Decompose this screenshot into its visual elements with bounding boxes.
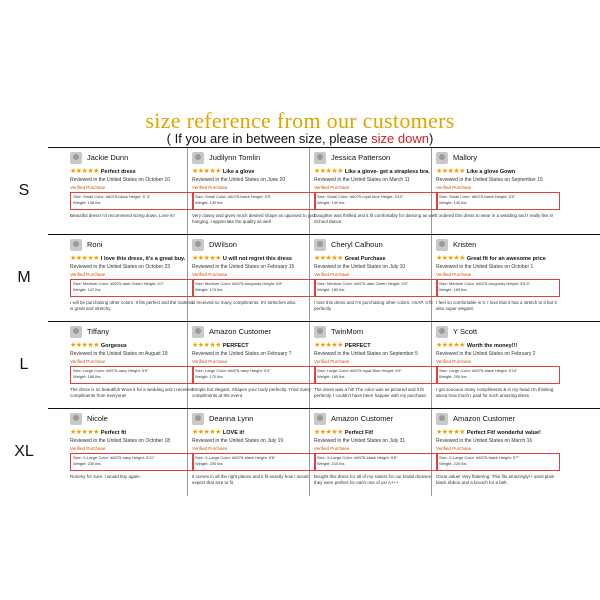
verified-purchase-badge: Verified Purchase	[192, 272, 228, 277]
size-label: M	[17, 269, 31, 286]
rating-line	[70, 167, 194, 177]
avatar-icon	[70, 326, 82, 338]
weight: Weight: 147 lbs	[73, 287, 101, 292]
review-title: Great fit for an awesome price	[466, 256, 546, 262]
avatar-icon	[314, 413, 326, 425]
size-color-height: Size: Small Color: #6075-black Height: 5'5"	[439, 194, 516, 199]
review-text: Beautiful dress! I'd recommend sizing down. Love it!!	[70, 213, 175, 218]
review-text: Very classy and gives much desired shape as opposed to just hanging. I appreciate the quality as well	[192, 213, 315, 224]
size-color-height: Size: Medium Color: #6075-dark Green Height: 5'2"	[73, 281, 165, 286]
review-header	[314, 326, 438, 340]
review-title: LOVE it!	[222, 430, 245, 436]
size-row-s	[18, 147, 600, 235]
size-color-height: Size: Medium Color: #6075-burgundy Height: 5'8"	[195, 281, 283, 286]
star-rating-icon: ★★★★★	[70, 255, 99, 262]
rating-line	[436, 428, 560, 438]
rating-line	[192, 341, 316, 351]
review-date: Reviewed in the United States on October 18	[70, 438, 171, 444]
size-row-l	[19, 321, 600, 409]
review-header	[70, 152, 194, 166]
review-date: Reviewed in the United States on October 23	[70, 264, 171, 270]
subtitle-suffix: )	[428, 131, 434, 146]
review-text: The dress is so beautiful! Wore it for a wedding and I received compliments from everyone!	[70, 387, 194, 398]
rating-line	[314, 167, 438, 177]
review-text: It curves in all the right places and it fit exactly how I would expect that size to fit.	[192, 474, 309, 485]
size-details-box	[70, 192, 194, 210]
star-rating-icon: ★★★★★	[192, 255, 221, 262]
weight: Weight: 220 lbs	[439, 461, 467, 466]
avatar-icon	[436, 239, 448, 251]
review-card	[70, 239, 194, 317]
reviewer-name: Kristen	[453, 240, 477, 249]
size-color-height: Size: Medium Color: #6075-burgundy Height: 5'6.5"	[439, 281, 531, 286]
reviewer-name: Roni	[87, 240, 103, 249]
reviewer-name: Amazon Customer	[209, 327, 272, 336]
review-card	[436, 413, 560, 491]
rating-line	[436, 341, 560, 351]
star-rating-icon: ★★★★★	[436, 429, 465, 436]
size-details-box	[314, 279, 438, 297]
star-rating-icon: ★★★★★	[314, 168, 343, 175]
review-header	[70, 413, 194, 427]
review-text: I will be purchasing other colors. It fits perfect and the material is great and stretchy.	[70, 300, 194, 311]
page-title: size reference from our customers	[145, 108, 455, 133]
size-details-box	[314, 192, 438, 210]
reviewer-name: TwinMom	[331, 327, 364, 336]
star-rating-icon: ★★★★★	[436, 342, 465, 349]
review-card	[436, 152, 560, 230]
review-date: Reviewed in the United States on February 2	[436, 351, 536, 357]
reviewer-name: Y Scott	[453, 327, 478, 336]
reviewer-name: DWilson	[209, 240, 237, 249]
rating-line	[314, 428, 438, 438]
review-card	[314, 239, 438, 317]
verified-purchase-badge: Verified Purchase	[314, 272, 350, 277]
review-title: Like a glove	[222, 169, 255, 175]
review-date: Reviewed in the United States on October 10	[70, 177, 171, 183]
size-details-box	[70, 366, 194, 384]
rating-line	[314, 254, 438, 264]
review-title: Perfect fit	[100, 430, 127, 436]
size-details-box	[436, 192, 560, 210]
avatar-icon	[70, 152, 82, 164]
size-color-height: Size: X-Large Color: #6075-black Height: 5'8"	[195, 455, 276, 460]
review-header	[70, 326, 194, 340]
review-date: Reviewed in the United States on September 5	[314, 351, 418, 357]
size-color-height: Size: Medium Color: #6075-dark Green Height: 5'5"	[317, 281, 409, 286]
star-rating-icon: ★★★★★	[314, 255, 343, 262]
page-subtitle	[0, 131, 600, 146]
size-color-height: Size: X-Large Color: #6075-black Height: 5'7"	[439, 455, 520, 460]
review-title: Like a glove Gown	[466, 169, 516, 175]
avatar-icon	[436, 326, 448, 338]
rating-line	[314, 341, 438, 351]
verified-purchase-badge: Verified Purchase	[436, 185, 472, 190]
review-date: Reviewed in the United States on September 15	[436, 177, 543, 183]
star-rating-icon: ★★★★★	[436, 168, 465, 175]
review-text: Great value! Very flattering. This fits amazingly! I used plain black ribbon and a brooch for a belt.	[436, 474, 555, 485]
review-card	[436, 326, 560, 404]
review-text: Simple but elegant. Shapes your body perfectly. Tried many compliments at the event.	[192, 387, 311, 398]
avatar-icon	[192, 326, 204, 338]
size-details-box	[192, 279, 316, 297]
avatar-icon	[314, 326, 326, 338]
reviewer-name: Jackie Dunn	[87, 153, 129, 162]
review-date: Reviewed in the United States on July 31	[314, 438, 406, 444]
star-rating-icon: ★★★★★	[70, 342, 99, 349]
reviewer-name: Judilynn Tomlin	[209, 153, 261, 162]
size-color-height: Size: Large Color: #6075-navy Height: 5'3"	[195, 368, 271, 373]
review-card	[70, 152, 194, 230]
size-color-height: Size: Small Color: #6075-royal blue Height: 5'10"	[317, 194, 404, 199]
rating-line	[192, 167, 316, 177]
review-title: Gorgeous	[100, 343, 127, 349]
weight: Weight: 180 lbs	[317, 287, 345, 292]
weight: Weight: 165 lbs	[317, 374, 345, 379]
verified-purchase-badge: Verified Purchase	[70, 359, 106, 364]
review-header	[192, 152, 316, 166]
weight: Weight: 140 lbs	[439, 200, 467, 205]
avatar-icon	[192, 152, 204, 164]
review-card	[192, 326, 316, 404]
avatar-icon	[70, 239, 82, 251]
rating-line	[70, 428, 194, 438]
weight: Weight: 138 lbs	[73, 200, 101, 205]
size-color-height: Size: X-Large Color: #6075-black Height: 5'8"	[317, 455, 398, 460]
avatar-icon	[192, 239, 204, 251]
review-header	[192, 413, 316, 427]
size-details-box	[192, 453, 316, 471]
verified-purchase-badge: Verified Purchase	[192, 446, 228, 451]
review-header	[436, 239, 560, 253]
reviewer-name: Tiffany	[87, 327, 110, 336]
avatar-icon	[314, 152, 326, 164]
review-title: I love this dress, it's a great buy.	[100, 256, 186, 262]
size-details-box	[192, 192, 316, 210]
review-text: I feel so comfortable in it. I love that it has a stretch to it but it also super elegant.	[436, 300, 557, 311]
weight: Weight: 200 lbs	[195, 461, 223, 466]
star-rating-icon: ★★★★★	[192, 342, 221, 349]
subtitle-highlight: size down	[371, 131, 429, 146]
review-card	[314, 413, 438, 491]
review-date: Reviewed in the United States on February 15	[192, 264, 295, 270]
review-card	[192, 413, 316, 491]
weight: Weight: 200 lbs	[439, 374, 467, 379]
rating-line	[192, 428, 316, 438]
verified-purchase-badge: Verified Purchase	[436, 272, 472, 277]
size-color-height: Size: Large Color: #6075-navy Height: 5'5"	[73, 368, 149, 373]
review-card	[436, 239, 560, 317]
size-color-height: Size: X-Large Color: #6075-navy Height: 5'11"	[73, 455, 155, 460]
avatar-icon	[436, 413, 448, 425]
star-rating-icon: ★★★★★	[192, 429, 221, 436]
weight: Weight: 230 lbs	[73, 461, 101, 466]
size-color-height: Size: Small Color: #6075-black Height: 5'5"	[195, 194, 272, 199]
review-title: PERFECT	[222, 343, 249, 349]
reviewer-name: Cheryl Calhoun	[331, 240, 383, 249]
size-details-box	[314, 366, 438, 384]
verified-purchase-badge: Verified Purchase	[192, 185, 228, 190]
rating-line	[436, 254, 560, 264]
reviewer-name: Mallory	[453, 153, 478, 162]
weight: Weight: 166 lbs	[73, 374, 101, 379]
avatar-icon	[192, 413, 204, 425]
review-card	[314, 326, 438, 404]
size-details-box	[70, 453, 194, 471]
review-header	[192, 239, 316, 253]
size-label: S	[18, 182, 30, 199]
review-date: Reviewed in the United States on February 7	[192, 351, 292, 357]
verified-purchase-badge: Verified Purchase	[314, 359, 350, 364]
star-rating-icon: ★★★★★	[314, 342, 343, 349]
review-header	[314, 413, 438, 427]
review-title: Perfect Fit!	[344, 430, 374, 436]
review-title: Perfect dress	[100, 169, 136, 175]
review-title: Worth the money!!!	[466, 343, 518, 349]
size-row-xl	[14, 408, 600, 496]
review-text: Rommy for sure. I would buy again.	[70, 474, 141, 479]
size-label: L	[19, 356, 29, 373]
subtitle-prefix: ( If you are in between size, please	[166, 131, 372, 146]
reviewer-name: Amazon Customer	[453, 414, 516, 423]
review-date: Reviewed in the United States on July 19	[192, 438, 284, 444]
weight: Weight: 130 lbs	[195, 200, 223, 205]
review-header	[436, 326, 560, 340]
review-card	[314, 152, 438, 230]
avatar-icon	[70, 413, 82, 425]
verified-purchase-badge: Verified Purchase	[192, 359, 228, 364]
review-text: I love this dress and I'm purchasing other colors. ASAP. It fit perfectly	[314, 300, 433, 311]
size-details-box	[436, 279, 560, 297]
review-title: Perfect Fit! wonderful value!	[466, 430, 541, 436]
verified-purchase-badge: Verified Purchase	[314, 446, 350, 451]
review-text: U received so many compliments. It's stretches also.	[192, 300, 297, 305]
review-text: I got soooooo many compliments & in my head I'm thinking about how much I paid for such amazing dress	[436, 387, 554, 398]
review-text: The dress was a hit! The color was as pictured and it fit perfectly. I couldn't have been happier with my purchase.	[314, 387, 428, 398]
review-title: Like a glove- get a strapless bra.	[344, 169, 430, 175]
review-header	[436, 152, 560, 166]
review-title: PERFECT	[344, 343, 371, 349]
size-details-box	[436, 366, 560, 384]
size-label: XL	[14, 443, 34, 460]
review-card	[192, 152, 316, 230]
verified-purchase-badge: Verified Purchase	[314, 185, 350, 190]
review-header	[192, 326, 316, 340]
review-header	[436, 413, 560, 427]
review-header	[314, 239, 438, 253]
rating-line	[70, 341, 194, 351]
review-date: Reviewed in the United States on October 1	[436, 264, 534, 270]
verified-purchase-badge: Verified Purchase	[70, 446, 106, 451]
review-title: U will not regret this dress	[222, 256, 292, 262]
size-details-box	[314, 453, 438, 471]
review-date: Reviewed in the United States on March 11	[314, 177, 410, 183]
rating-line	[436, 167, 560, 177]
star-rating-icon: ★★★★★	[314, 429, 343, 436]
rating-line	[70, 254, 194, 264]
star-rating-icon: ★★★★★	[70, 429, 99, 436]
size-details-box	[436, 453, 560, 471]
size-color-height: Size: Small Color: #6075-black Height: 5' 3"	[73, 194, 151, 199]
star-rating-icon: ★★★★★	[436, 255, 465, 262]
size-row-m	[17, 234, 600, 322]
weight: Weight: 174 lbs	[195, 287, 223, 292]
verified-purchase-badge: Verified Purchase	[436, 446, 472, 451]
verified-purchase-badge: Verified Purchase	[436, 359, 472, 364]
reviewer-name: Nicole	[87, 414, 108, 423]
size-details-box	[70, 279, 194, 297]
weight: Weight: 170 lbs	[195, 374, 223, 379]
size-details-box	[192, 366, 316, 384]
avatar-icon	[436, 152, 448, 164]
review-date: Reviewed in the United States on June 20	[192, 177, 286, 183]
reviewer-name: Deanna Lynn	[209, 414, 254, 423]
reviewer-name: Amazon Customer	[331, 414, 394, 423]
avatar-icon	[314, 239, 326, 251]
rating-line	[192, 254, 316, 264]
review-card	[70, 413, 194, 491]
weight: Weight: 210 lbs	[317, 461, 345, 466]
review-text: I ordered this dress to wear in a wedding and I really like it!	[436, 213, 554, 218]
size-color-height: Size: Large Color: #6075-black Height: 5'10"	[439, 368, 518, 373]
review-text: Bought this dress for all of my sisters for our bridal dresses they were perfect for each one of us! A+++	[314, 474, 432, 485]
review-date: Reviewed in the United States on July 10	[314, 264, 406, 270]
size-color-height: Size: Large Color: #6075-royal Blue Height: 5'6"	[317, 368, 402, 373]
star-rating-icon: ★★★★★	[192, 168, 221, 175]
verified-purchase-badge: Verified Purchase	[70, 185, 106, 190]
review-card	[70, 326, 194, 404]
review-date: Reviewed in the United States on August 19	[70, 351, 168, 357]
review-date: Reviewed in the United States on March 16	[436, 438, 533, 444]
review-text: Daughter was thrilled and it fit comfortably for dancing as well. School dance.	[314, 213, 438, 224]
review-title: Great Purchase	[344, 256, 386, 262]
review-card	[192, 239, 316, 317]
weight: Weight: 165 lbs	[439, 287, 467, 292]
weight: Weight: 140 lbs	[317, 200, 345, 205]
review-header	[70, 239, 194, 253]
reviewer-name: Jessica Patterson	[331, 153, 391, 162]
review-header	[314, 152, 438, 166]
star-rating-icon: ★★★★★	[70, 168, 99, 175]
verified-purchase-badge: Verified Purchase	[70, 272, 106, 277]
